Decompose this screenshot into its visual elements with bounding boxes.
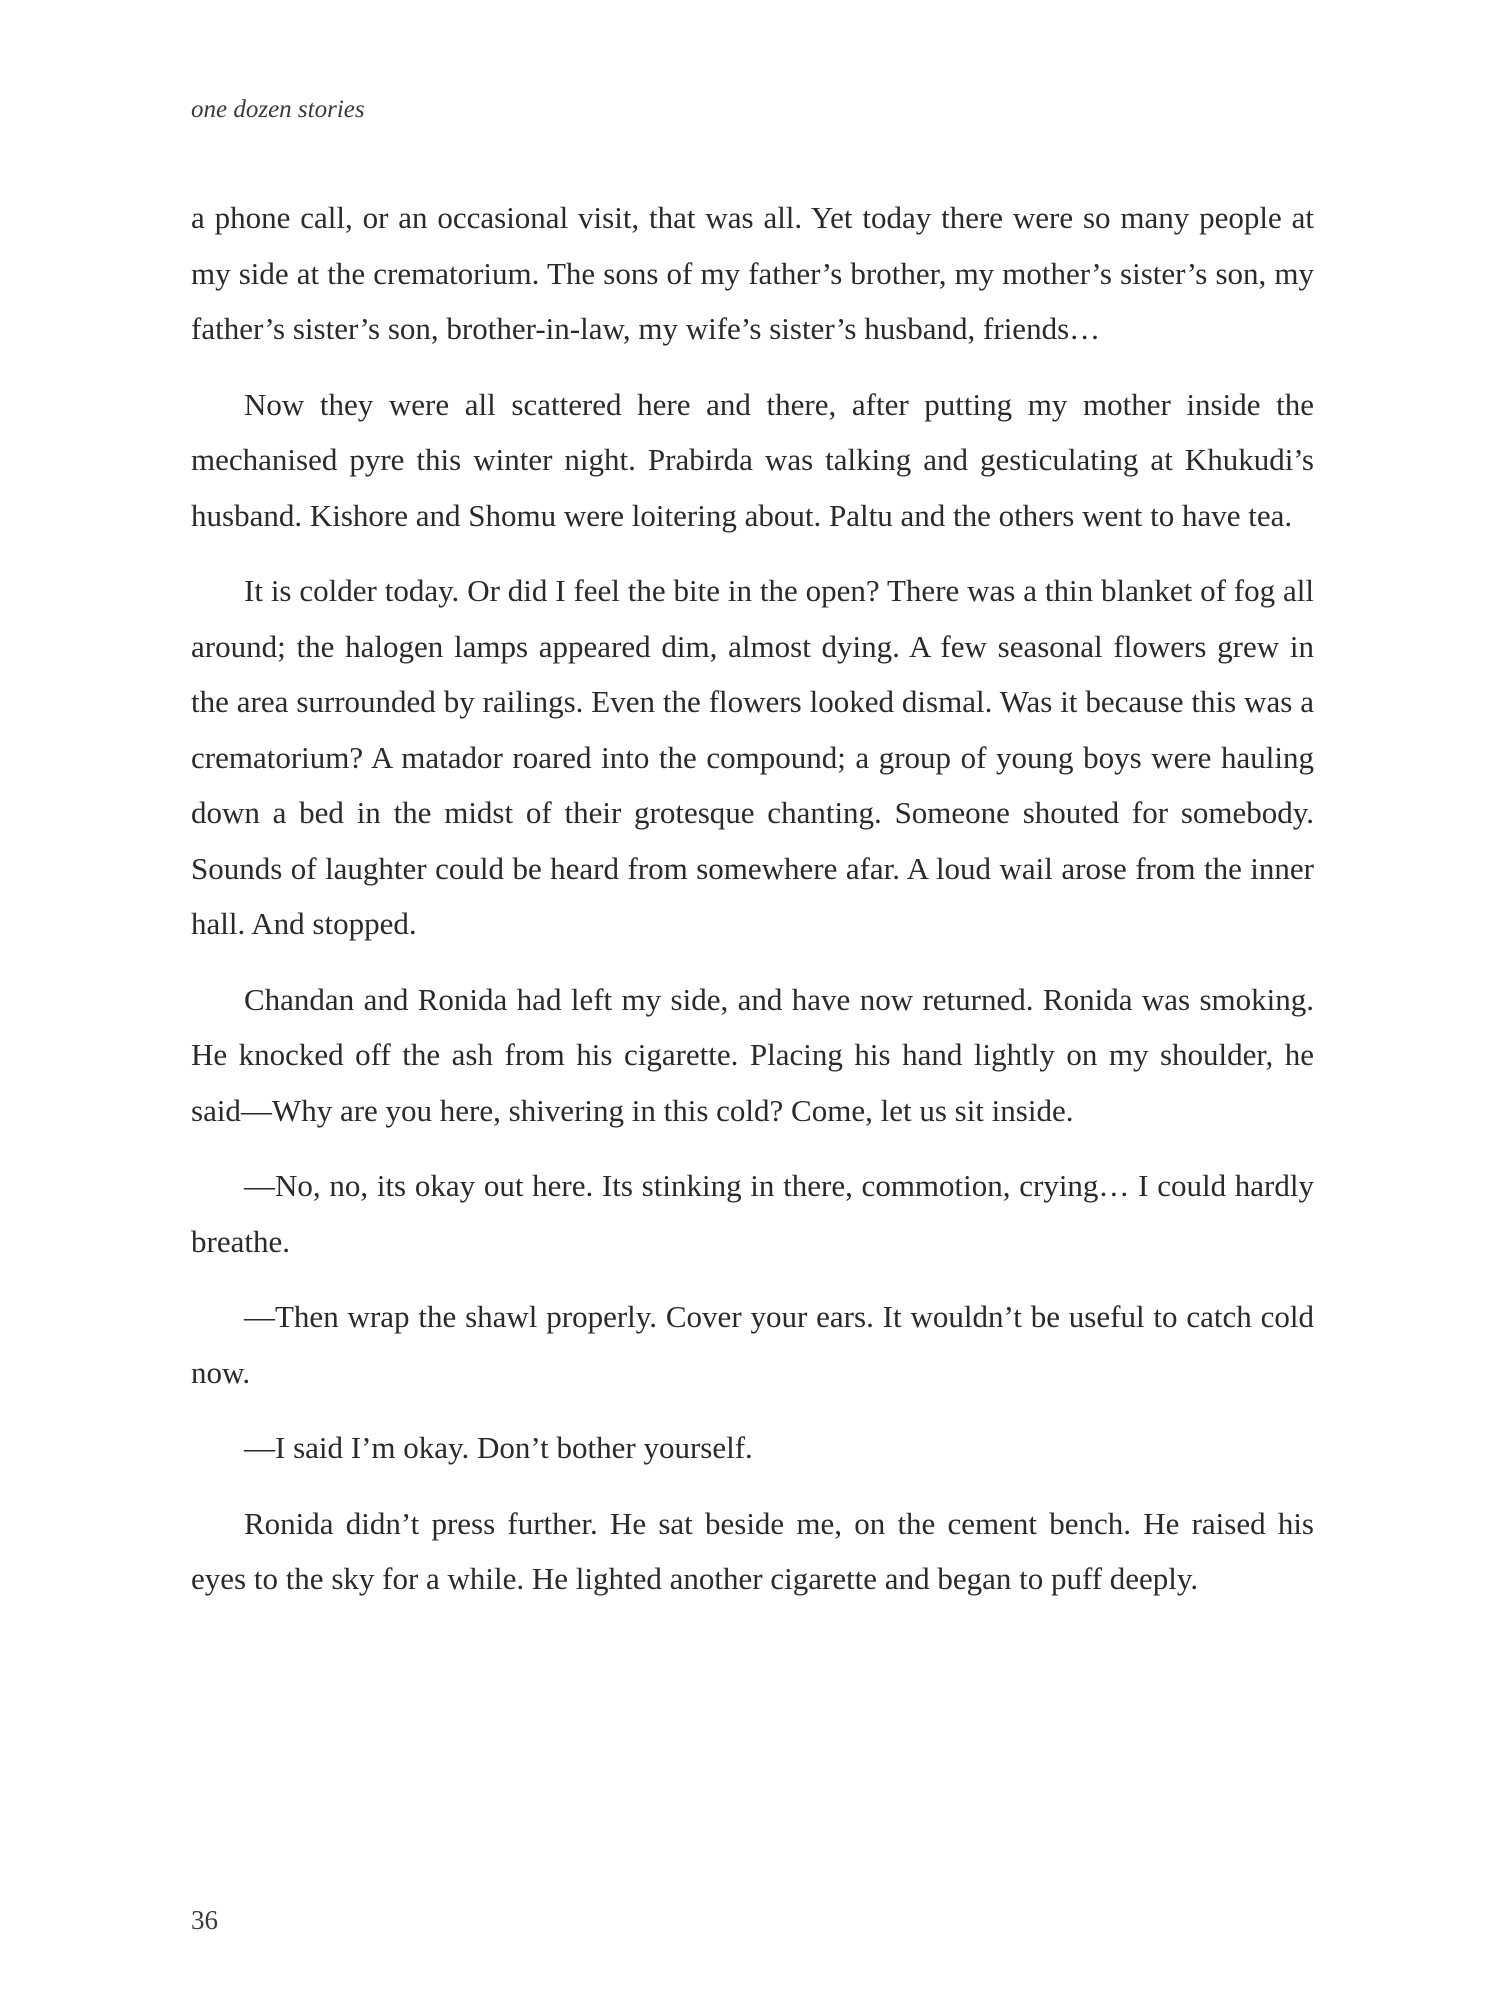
- paragraph-3: It is colder today. Or did I feel the bite in the open? There was a thin blanket of fog all around; the halogen lamps appeared dim, almost dying. A few seasonal flowers grew in the area surrounded by railings. Even the flowers looked dismal. Was it because this was a crematorium? A matador roared into the compound; a group of young boys were hauling down a bed in the midst of their grotesque chanting. Someone shouted for somebody. Sounds of laughter could be heard from somewhere afar. A loud wail arose from the inner hall. And stopped.: [191, 573, 1314, 941]
- paragraph-6: —Then wrap the shawl properly. Cover your ears. It wouldn’t be useful to catch cold now.: [191, 1299, 1314, 1390]
- running-head: one dozen stories: [191, 96, 365, 123]
- paragraph-2: Now they were all scattered here and there, after putting my mother inside the mechanised pyre this winter night. Prabirda was talking and gesticulating at Khukudi’s husband. Kishore and Shomu were loitering about. Paltu and the others went to have tea.: [191, 386, 1314, 533]
- paragraph-5: —No, no, its okay out here. Its stinking in there, commotion, crying… I could hardly breathe.: [191, 1168, 1314, 1259]
- paragraph-4: Chandan and Ronida had left my side, and have now returned. Ronida was smoking. He knocked off the ash from his cigarette. Placing his hand lightly on my shoulder, he said—Why are you here, shivering in this cold? Come, let us sit inside.: [191, 981, 1314, 1128]
- body-text: [191, 190, 1314, 1627]
- paragraph-8: Ronida didn’t press further. He sat beside me, on the cement bench. He raised his eyes to the sky for a while. He lighted another cigarette and began to puff deeply.: [191, 1505, 1314, 1596]
- paragraph-1: a phone call, or an occasional visit, that was all. Yet today there were so many people at my side at the crematorium. The sons of my father’s brother, my mother’s sister’s son, my father’s sister’s son, brother-in-law, my wife’s sister’s husband, friends…: [191, 200, 1314, 346]
- page-number: 36: [191, 1905, 218, 1935]
- paragraph-7: —I said I’m okay. Don’t bother yourself.: [244, 1430, 753, 1465]
